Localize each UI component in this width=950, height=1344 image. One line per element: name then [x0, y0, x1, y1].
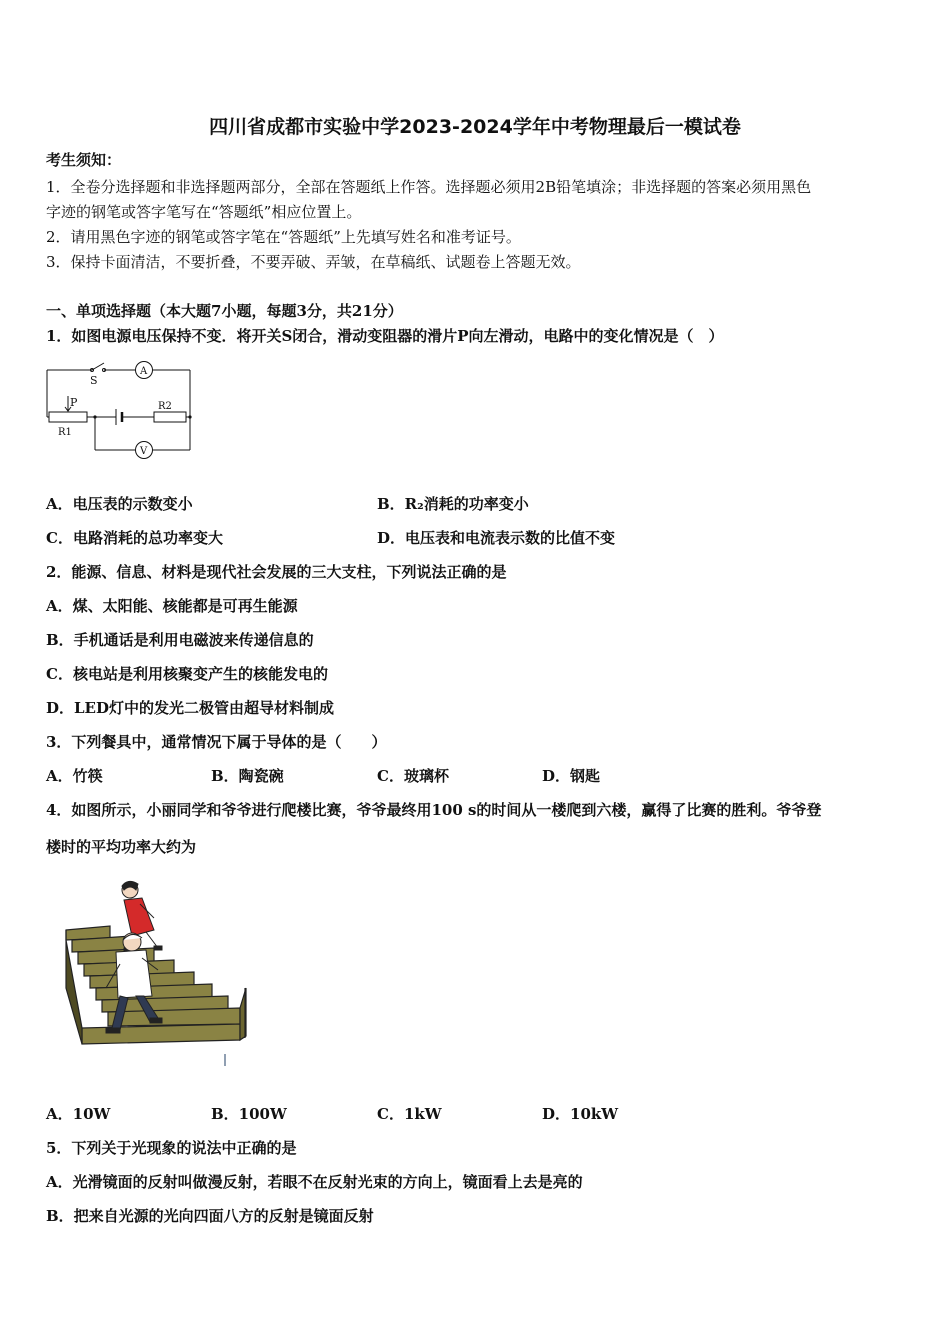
q3-option-c: C．玻璃杯 [377, 767, 449, 785]
q3-option-b: B．陶瓷碗 [211, 767, 284, 785]
q4-option-d: D．10kW [542, 1105, 619, 1123]
notice-line: 1．全卷分选择题和非选择题两部分，全部在答题纸上作答。选择题必须用2B铅笔填涂；非选择题的答案必须用黑色 [46, 178, 812, 196]
q2-option-a: A．煤、太阳能、核能都是可再生能源 [46, 597, 298, 615]
q2-option-b: B．手机通话是利用电磁波来传递信息的 [46, 631, 314, 649]
q3-option-d: D．钢匙 [542, 767, 601, 785]
notice-line: 字迹的钢笔或答字笔写在“答题纸”相应位置上。 [46, 203, 362, 221]
notice-line: 2．请用黑色字迹的钢笔或答字笔在“答题纸”上先填写姓名和准考证号。 [46, 228, 521, 246]
q1-option-c: C．电路消耗的总功率变大 [46, 529, 223, 547]
q4-option-c: C．1kW [377, 1105, 442, 1123]
q5-option-b: B．把来自光源的光向四面八方的反射是镜面反射 [46, 1207, 374, 1225]
slider-label: P [70, 396, 78, 409]
question-4-stem-cont: 楼时的平均功率大约为 [46, 838, 197, 856]
q4-option-b: B．100W [211, 1105, 287, 1123]
q1-option-b: B．R₂消耗的功率变小 [377, 495, 529, 513]
q3-option-a: A．竹筷 [46, 767, 103, 785]
q5-option-a: A．光滑镜面的反射叫做漫反射，若眼不在反射光束的方向上，镜面看上去是亮的 [46, 1173, 583, 1191]
r2-label: R2 [158, 401, 172, 412]
q2-option-d: D．LED灯中的发光二极管由超导材料制成 [46, 699, 334, 717]
q1-option-a: A．电压表的示数变小 [46, 495, 193, 513]
stair-climbing-illustration [62, 878, 252, 1070]
voltmeter-label: V [140, 446, 148, 457]
question-5-stem: 5．下列关于光现象的说法中正确的是 [46, 1139, 297, 1157]
notice-line: 3．保持卡面清洁，不要折叠，不要弄破、弄皱，在草稿纸、试题卷上答题无效。 [46, 253, 581, 271]
question-2-stem: 2．能源、信息、材料是现代社会发展的三大支柱，下列说法正确的是 [46, 563, 507, 581]
ammeter-label: A [140, 366, 148, 377]
circuit-diagram [44, 358, 194, 464]
page-title: 四川省成都市实验中学2023-2024学年中考物理最后一模试卷 [209, 116, 741, 138]
q1-option-d: D．电压表和电流表示数的比值不变 [377, 529, 616, 547]
question-1-stem: 1．如图电源电压保持不变．将开关S闭合，滑动变阻器的滑片P向左滑动，电路中的变化情况是（ ） [46, 327, 724, 345]
q4-option-a: A．10W [46, 1105, 111, 1123]
r1-label: R1 [58, 427, 72, 438]
switch-label: S [90, 374, 98, 387]
section-heading: 一、单项选择题（本大题7小题，每题3分，共21分） [46, 302, 403, 320]
question-4-stem: 4．如图所示，小丽同学和爷爷进行爬楼比赛，爷爷最终用100 s的时间从一楼爬到六楼，赢得了比赛的胜利。爷爷登 [46, 801, 822, 819]
notice-heading: 考生须知： [46, 151, 122, 169]
q2-option-c: C．核电站是利用核聚变产生的核能发电的 [46, 665, 328, 683]
question-3-stem: 3．下列餐具中，通常情况下属于导体的是（ ） [46, 733, 387, 751]
